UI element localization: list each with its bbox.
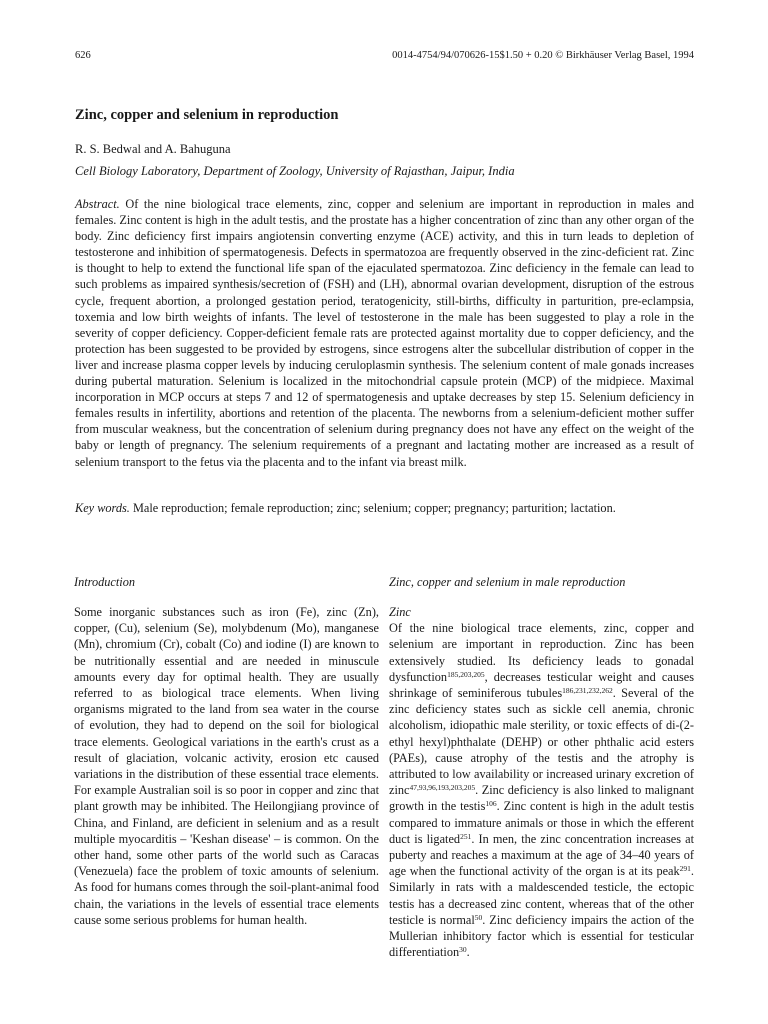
zinc-text-segment: . Zinc deficiency is also linked to malignant growth in the testis xyxy=(389,783,694,814)
reference-superscript: 50 xyxy=(474,912,483,922)
zinc-text xyxy=(389,620,694,960)
zinc-text-segment: . Zinc deficiency impairs the action of the Mullerian inhibitory factor which is essential for testicular differentiation xyxy=(389,912,694,960)
reference-superscript: 251 xyxy=(460,831,472,841)
reference-superscript: 30 xyxy=(459,945,467,955)
reference-superscript: 185,203,205 xyxy=(447,669,485,679)
reference-superscript: 291 xyxy=(679,864,691,874)
zinc-text-segment: . Several of the zinc deficiency states such as sickle cell anemia, chronic alcoholism, idiopathic male sterility, or toxic effects of di-(2-ethyl hexyl)phthalate (DEHP) or other phthalic acid esters (PAEs), cause atrophy of the testis and the atrophy is attributed to low availability or increased urinary excretion of zinc xyxy=(389,686,694,798)
citation-line: 0014-4754/94/070626-15$1.50 + 0.20 © Birkhäuser Verlag Basel, 1994 xyxy=(392,50,694,61)
keywords xyxy=(75,500,694,516)
zinc-text-segment: . Similarly in rats with a maldescended testicle, the ectopic testis has a decreased zinc content, whereas that of the other testicle is normal xyxy=(389,864,694,927)
zinc-text-segment: . xyxy=(466,945,470,960)
introduction-heading: Introduction xyxy=(74,575,136,589)
male-reproduction-heading: Zinc, copper and selenium in male reproduction xyxy=(389,575,626,589)
zinc-subheading: Zinc xyxy=(389,605,411,619)
keywords-label: Key words. xyxy=(75,501,130,515)
reference-superscript: 47,93,96,193,203,205 xyxy=(409,783,476,793)
zinc-text-segment: . In men, the zinc concentration increases at puberty and reaches a maximum at the age of 34–40 years of age when the functional activity of the organ is at its peak xyxy=(389,831,694,879)
page-number: 626 xyxy=(75,50,91,61)
zinc-text-segment: . Zinc content is high in the adult testis compared to immature animals or those in which the efferent duct is ligated xyxy=(389,799,694,846)
abstract xyxy=(75,196,694,470)
zinc-text-segment: Of the nine biological trace elements, zinc, copper and selenium are important in reproduction. Zinc has been extensively studied. Its deficiency leads to gonadal dysfunction xyxy=(389,621,694,684)
abstract-label: Abstract. xyxy=(75,197,120,211)
left-column xyxy=(74,574,379,928)
affiliation: Cell Biology Laboratory, Department of Zoology, University of Rajasthan, Jaipur, India xyxy=(75,164,515,178)
reference-superscript: 186,231,232,262 xyxy=(562,686,613,696)
author-list: R. S. Bedwal and A. Bahuguna xyxy=(75,142,231,156)
zinc-text-segment: , decreases testicular weight and causes shrinkage of seminiferous tubules xyxy=(389,669,694,701)
keywords-text: Male reproduction; female reproduction; zinc; selenium; copper; pregnancy; parturition; lactation. xyxy=(132,501,616,515)
introduction-text: Some inorganic substances such as iron (Fe), zinc (Zn), copper, (Cu), selenium (Se), molybdenum (Mo), manganese (Mn), chromium (Cr), cobalt (Co) and iodine (I) are known to be nutritionally essential and are needed in minuscule amounts every day for optimal health. They are usually referred to as biological trace elements. When living organisms migrated to the land from sea water in the course of evolution, they had to depend on the soil for biological trace elements. Geological variations in the earth's crust as a result of glaciation, volcanic activity, erosion etc caused variations in the distribution of these essential trace elements. For example Australian soil is so poor in copper and zinc that plant growth may be inhibited. The Heilongjiang province of China, and Finland, are deficient in selenium and as a result multiple myocarditis – 'Keshan disease' – is common. On the other hand, some other parts of the world such as Caracas (Venezuela) face the problem of toxic amounts of selenium. As food for humans comes through the soil-plant-animal food chain, the variations in the levels of essential trace elements cause some serious problems for human health. xyxy=(74,605,379,927)
abstract-text: Of the nine biological trace elements, zinc, copper and selenium are important in reproduction in males and females. Zinc content is high in the adult testis, and the prostate has a higher concentration of zinc than any other organ of the body. Zinc deficiency first impairs angiotensin converting enzyme (ACE) activity, and this in turn leads to depletion of testosterone and inhibition of spermatogenesis. Defects in spermatozoa are frequently observed in the zinc-deficient rat. Zinc is thought to help to extend the functional life span of the ejaculated spermatozoa. Zinc deficiency in the female can lead to such problems as impaired synthesis/secretion of (FSH) and (LH), abnormal ovarian development, disruption of the estrous cycle, frequent abortion, a prolonged gestation period, teratogenicity, still-births, difficulty in parturition, pre-eclampsia, toxemia and low birth weights of infants. The level of testosterone in the male has been suggested to play a role in the severity of copper deficiency. Copper-deficient female rats are protected against mortality due to copper deficiency, and the protection has been suggested to be provided by estrogens, since estrogens alter the subcellular distribution of copper in the liver and increase plasma copper levels by inducing ceruloplasmin synthesis. The selenium content of male gonads increases during pubertal maturation. Selenium is localized in the mitochondrial capsule protein (MCP) of the midpiece. Maximal incorporation in MCP occurs at steps 7 and 12 of spermatogenesis and uptake decreases by step 15. Selenium deficiency in females results in infertility, abortions and retention of the placenta. The newborns from a selenium-deficient mother suffer from muscular weakness, but the concentration of selenium during pregnancy does not have any effect on the weight of the baby or length of pregnancy. The selenium requirements of a pregnant and lactating mother are increased as a result of selenium transport to the fetus via the placenta and to the infant via breast milk. xyxy=(75,197,694,469)
reference-superscript: 106 xyxy=(485,799,497,809)
right-column xyxy=(389,574,694,960)
article-title: Zinc, copper and selenium in reproduction xyxy=(75,107,339,123)
